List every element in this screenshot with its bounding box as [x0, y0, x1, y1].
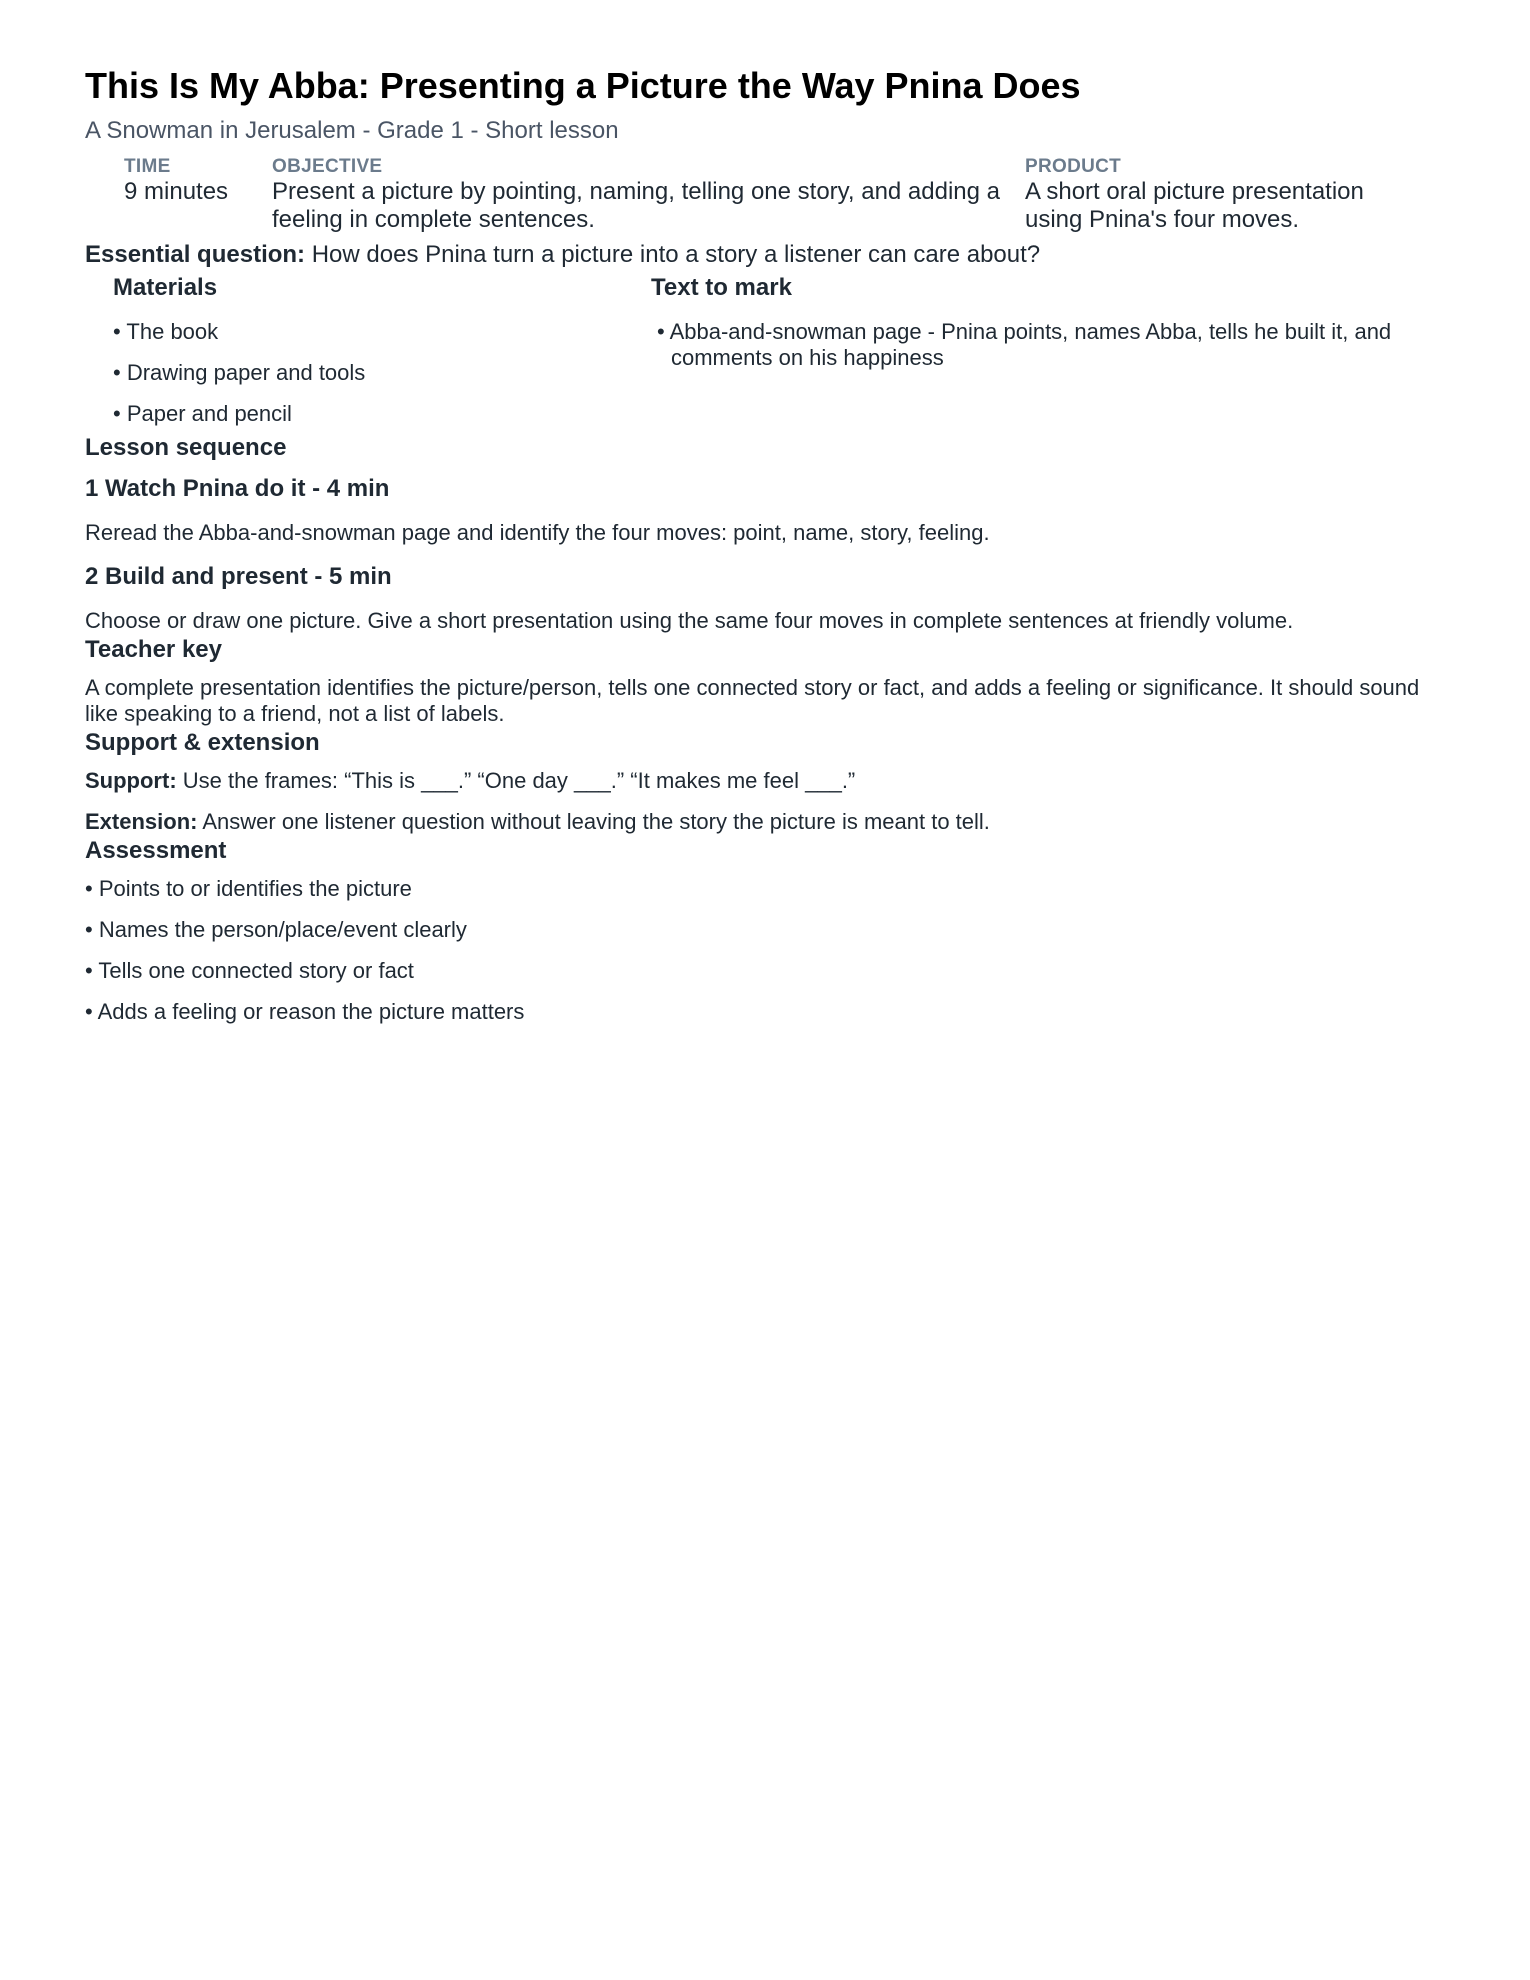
teacher-key-heading: Teacher key [85, 636, 222, 663]
materials-item: • The book [113, 319, 219, 344]
essential-question-text: How does Pnina turn a picture into a story a listener can care about? [305, 241, 1041, 268]
objective-label: OBJECTIVE [272, 156, 383, 177]
step-text: Reread the Abba-and-snowman page and identify the four moves: point, name, story, feeling. [85, 520, 990, 545]
assessment-item: • Points to or identifies the picture [85, 876, 412, 901]
text-to-mark-item: • Abba-and-snowman page - Pnina points, names Abba, tells he built it, and comments on his happiness [657, 319, 1392, 370]
materials-heading: Materials [113, 274, 218, 301]
lesson-plan-page [85, 62, 1445, 1025]
objective-value: Present a picture by pointing, naming, telling one story, and adding a feeling in complete sentences. [272, 178, 1001, 233]
materials-item: • Paper and pencil [113, 401, 292, 426]
extension-line [85, 809, 1445, 835]
support-text: Use the frames: “This is ___.” “One day ___.” “It makes me feel ___.” [176, 768, 856, 793]
extension-label: Extension: [85, 809, 198, 834]
time-block [124, 156, 264, 206]
text-to-mark-section [651, 272, 1401, 371]
materials-and-text [85, 272, 1445, 432]
assessment-heading: Assessment [85, 837, 227, 864]
product-block [1025, 156, 1405, 234]
support-extension-heading: Support & extension [85, 729, 320, 756]
support-line [85, 768, 1445, 794]
assessment-item: • Tells one connected story or fact [85, 958, 414, 983]
support-label: Support: [85, 768, 177, 793]
materials-section [113, 272, 633, 427]
lesson-sequence-heading: Lesson sequence [85, 434, 287, 461]
step-title: 1 Watch Pnina do it - 4 min [85, 475, 390, 502]
product-label: PRODUCT [1025, 156, 1122, 177]
assessment-item: • Adds a feeling or reason the picture matters [85, 999, 525, 1024]
essential-question [85, 238, 1445, 272]
time-label: TIME [124, 156, 171, 177]
product-value: A short oral picture presentation using Pnina's four moves. [1025, 178, 1364, 233]
text-to-mark-heading: Text to mark [651, 274, 792, 301]
step-text: Choose or draw one picture. Give a short presentation using the same four moves in complete sentences at friendly volume. [85, 608, 1294, 633]
page-subtitle: A Snowman in Jerusalem - Grade 1 - Short lesson [85, 117, 619, 144]
materials-item: • Drawing paper and tools [113, 360, 366, 385]
step-title: 2 Build and present - 5 min [85, 563, 392, 590]
assessment-item: • Names the person/place/event clearly [85, 917, 467, 942]
objective-block [272, 156, 1017, 234]
essential-question-label: Essential question: [85, 241, 306, 268]
extension-text: Answer one listener question without leaving the story the picture is meant to tell. [197, 809, 990, 834]
teacher-key-text: A complete presentation identifies the picture/person, tells one connected story or fact, and adds a feeling or significance. It should sound like speaking to a friend, not a list of labels. [85, 675, 1420, 726]
page-title: This Is My Abba: Presenting a Picture the Way Pnina Does [85, 65, 1081, 106]
time-value: 9 minutes [124, 178, 229, 205]
lesson-meta [85, 156, 1445, 236]
